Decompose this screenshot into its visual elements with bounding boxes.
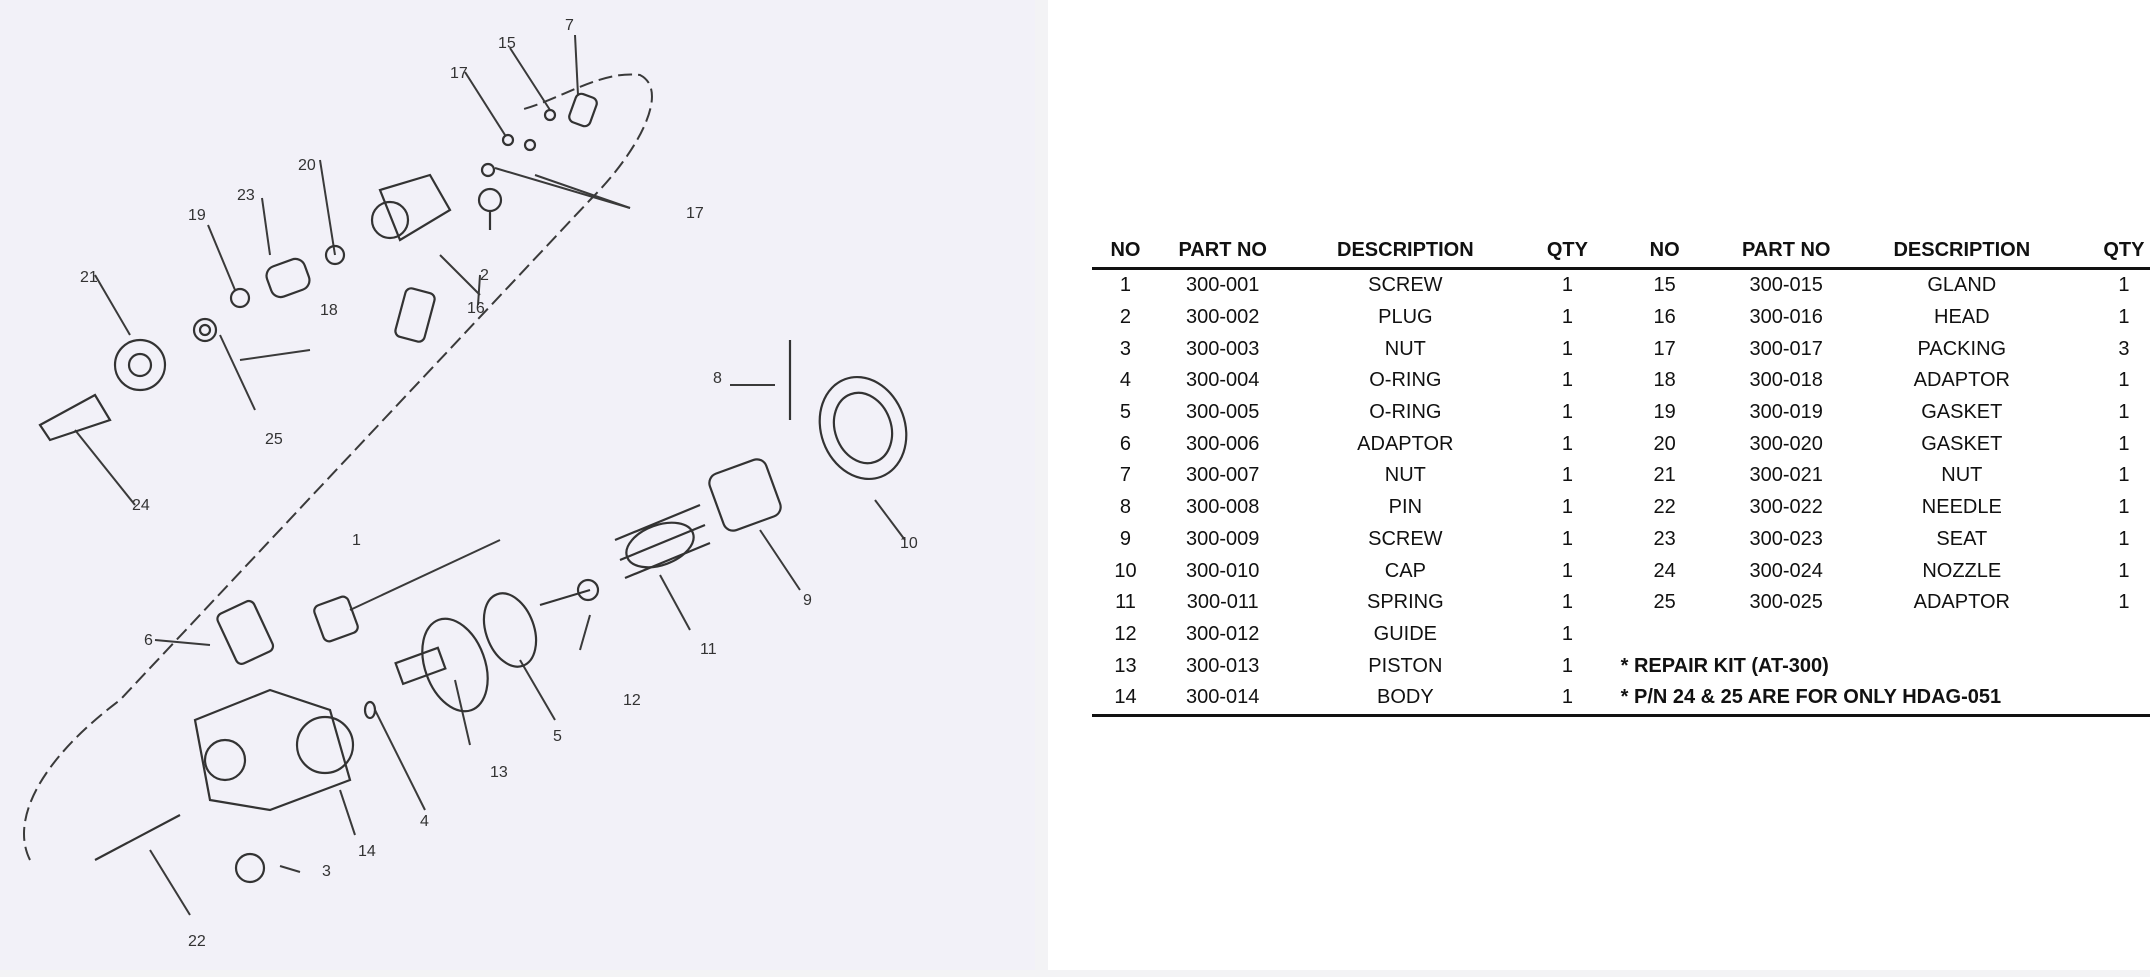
cell-description: GASKET [1921, 401, 2003, 424]
cell-description: SCREW [1368, 527, 1443, 550]
cell-part-no: 300-022 [1749, 496, 1823, 519]
cell-qty: 1 [1561, 369, 1573, 392]
callout-label: 24 [132, 497, 150, 514]
column-header-part-no: PART NO [1159, 233, 1287, 269]
cell-part-no: 300-001 [1186, 274, 1260, 297]
cell-no: 4 [1119, 369, 1132, 392]
empty-cell [1611, 619, 2150, 651]
cell-no: 8 [1119, 496, 1132, 519]
cell-no: 23 [1653, 527, 1676, 550]
table-header-row [1092, 233, 2150, 269]
cell-description: BODY [1286, 682, 1524, 715]
cell-part-no: 300-003 [1186, 337, 1260, 360]
cell-qty: 1 [1561, 432, 1573, 455]
callout-label: 3 [322, 863, 331, 880]
cell-qty: 1 [2118, 591, 2130, 614]
callout-label: 6 [144, 632, 153, 649]
callout-label: 17 [686, 205, 704, 222]
callout-label: 5 [553, 728, 562, 745]
cell-no: 9 [1119, 527, 1132, 550]
column-header-no: NO [1611, 233, 1719, 269]
column-header-no: NO [1092, 233, 1159, 269]
cell-part-no: 300-021 [1749, 464, 1823, 487]
column-header-part-no: PART NO [1719, 233, 1854, 269]
cell-description: GLAND [1927, 274, 1997, 297]
cell-part-no: 300-013 [1186, 654, 1260, 677]
cell-description: SEAT [1936, 527, 1988, 550]
cell-qty: 1 [1561, 591, 1573, 614]
cell-no: 7 [1119, 464, 1132, 487]
cell-no: 13 [1114, 654, 1137, 677]
cell-description: PIN [1388, 496, 1423, 519]
column-header-qty: QTY [1524, 233, 1610, 269]
cell-description: NOZZLE [1922, 559, 2002, 582]
cell-qty: 1 [2118, 401, 2130, 424]
callout-label: 11 [700, 641, 717, 658]
part-number-note: * P/N 24 & 25 ARE FOR ONLY HDAG-051 [1611, 682, 2150, 715]
cell-part-no: 300-008 [1186, 496, 1260, 519]
cell-qty: 1 [2118, 496, 2130, 519]
callout-label: 22 [188, 933, 206, 950]
cell-part-no: 300-004 [1186, 369, 1260, 392]
cell-qty: 1 [2118, 306, 2130, 329]
callout-label: 12 [623, 692, 641, 709]
cell-description: CAP [1384, 559, 1426, 582]
cell-qty: 3 [2118, 337, 2130, 360]
callout-label: 9 [803, 592, 812, 609]
table-row [1092, 333, 2150, 365]
cell-qty: 1 [2118, 369, 2130, 392]
cell-no: 19 [1653, 401, 1676, 424]
cell-description: HEAD [1934, 306, 1990, 329]
cell-part-no: 300-024 [1749, 559, 1823, 582]
cell-qty: 1 [1561, 401, 1573, 424]
cell-description: O-RING [1369, 369, 1442, 392]
cell-part-no: 300-014 [1159, 682, 1287, 715]
parts-list-table [1092, 233, 2150, 717]
table-row [1092, 650, 2150, 682]
cell-part-no: 300-012 [1186, 622, 1260, 645]
callout-label: 2 [480, 267, 489, 284]
cell-qty: 1 [1561, 527, 1573, 550]
cell-qty: 1 [1561, 337, 1573, 360]
cell-part-no: 300-002 [1186, 306, 1260, 329]
column-header-qty: QTY [2070, 233, 2150, 269]
table-row [1092, 460, 2150, 492]
cell-no: 22 [1653, 496, 1676, 519]
callout-label: 23 [237, 187, 255, 204]
callout-label: 25 [265, 431, 283, 448]
table-row [1092, 428, 2150, 460]
cell-part-no: 300-017 [1749, 337, 1823, 360]
cell-qty: 1 [1561, 306, 1573, 329]
cell-part-no: 300-020 [1749, 432, 1823, 455]
column-header-description: DESCRIPTION [1286, 233, 1524, 269]
table-row [1092, 365, 2150, 397]
cell-no: 16 [1653, 306, 1676, 329]
callout-label: 16 [467, 300, 485, 317]
callout-label: 10 [900, 535, 918, 552]
cell-no: 10 [1114, 559, 1137, 582]
table-row [1092, 619, 2150, 651]
cell-no: 17 [1653, 337, 1676, 360]
cell-part-no: 300-018 [1749, 369, 1823, 392]
cell-no: 3 [1119, 337, 1132, 360]
cell-no: 6 [1119, 432, 1132, 455]
callout-label: 19 [188, 207, 206, 224]
cell-qty: 1 [1524, 682, 1610, 715]
cell-qty: 1 [1561, 464, 1573, 487]
cell-qty: 1 [2118, 274, 2130, 297]
cell-no: 1 [1119, 274, 1132, 297]
cell-description: NEEDLE [1921, 496, 2002, 519]
cell-qty: 1 [1561, 496, 1573, 519]
table-row [1092, 492, 2150, 524]
callout-label: 21 [80, 269, 98, 286]
cell-no: 12 [1114, 622, 1137, 645]
diagram-drawing [0, 0, 1035, 970]
cell-description: ADAPTOR [1913, 591, 2010, 614]
cell-description: GASKET [1921, 432, 2003, 455]
cell-no: 18 [1653, 369, 1676, 392]
cell-part-no: 300-006 [1186, 432, 1260, 455]
cell-no: 14 [1092, 682, 1159, 715]
cell-qty: 1 [1561, 622, 1573, 645]
table-row [1092, 555, 2150, 587]
callout-label: 8 [713, 370, 722, 387]
callout-label: 20 [298, 157, 316, 174]
callout-label: 15 [498, 35, 516, 52]
cell-part-no: 300-025 [1749, 591, 1823, 614]
table-row [1092, 397, 2150, 429]
cell-part-no: 300-023 [1749, 527, 1823, 550]
cell-description: ADAPTOR [1913, 369, 2010, 392]
cell-part-no: 300-016 [1749, 306, 1823, 329]
cell-part-no: 300-011 [1186, 591, 1259, 614]
callout-label: 4 [420, 813, 429, 830]
table-row [1092, 524, 2150, 556]
cell-description: NUT [1384, 464, 1426, 487]
cell-part-no: 300-015 [1749, 274, 1823, 297]
cell-description: PACKING [1917, 337, 2007, 360]
cell-description: SPRING [1367, 591, 1444, 614]
table-row [1092, 682, 2150, 715]
cell-description: SCREW [1368, 274, 1443, 297]
cell-description: ADAPTOR [1357, 432, 1454, 455]
cell-description: PISTON [1368, 654, 1443, 677]
cell-no: 20 [1653, 432, 1676, 455]
exploded-parts-diagram [0, 0, 1035, 970]
table-row [1092, 269, 2150, 302]
callout-label: 14 [358, 843, 376, 860]
cell-description: O-RING [1369, 401, 1442, 424]
callout-label: 1 [352, 532, 361, 549]
cell-description: NUT [1384, 337, 1426, 360]
cell-no: 5 [1119, 401, 1132, 424]
cell-part-no: 300-010 [1186, 559, 1260, 582]
diagram-callout-labels [80, 17, 918, 950]
column-header-description: DESCRIPTION [1854, 233, 2070, 269]
cell-description: NUT [1941, 464, 1983, 487]
callout-label: 7 [565, 17, 574, 34]
cell-part-no: 300-007 [1186, 464, 1260, 487]
cell-no: 25 [1653, 591, 1676, 614]
cell-description: PLUG [1378, 306, 1433, 329]
cell-description: GUIDE [1373, 622, 1438, 645]
callout-label: 13 [490, 764, 508, 781]
table-row [1092, 587, 2150, 619]
cell-qty: 1 [2118, 527, 2130, 550]
cell-qty: 1 [1561, 654, 1573, 677]
cell-no: 24 [1653, 559, 1676, 582]
cell-no: 21 [1653, 464, 1676, 487]
cell-part-no: 300-005 [1186, 401, 1260, 424]
cell-qty: 1 [2118, 432, 2130, 455]
callout-label: 18 [320, 302, 338, 319]
repair-kit-note: * REPAIR KIT (AT-300) [1620, 654, 1829, 677]
cell-qty: 1 [1561, 274, 1573, 297]
cell-no: 11 [1115, 591, 1136, 614]
cell-part-no: 300-019 [1749, 401, 1823, 424]
cell-qty: 1 [2118, 464, 2130, 487]
parts-list-panel [1048, 0, 2150, 970]
callout-label: 17 [450, 65, 468, 82]
cell-no: 2 [1119, 306, 1132, 329]
cell-qty: 1 [1561, 559, 1573, 582]
cell-part-no: 300-009 [1186, 527, 1260, 550]
cell-qty: 1 [2118, 559, 2130, 582]
table-row [1092, 302, 2150, 334]
cell-no: 15 [1653, 274, 1676, 297]
